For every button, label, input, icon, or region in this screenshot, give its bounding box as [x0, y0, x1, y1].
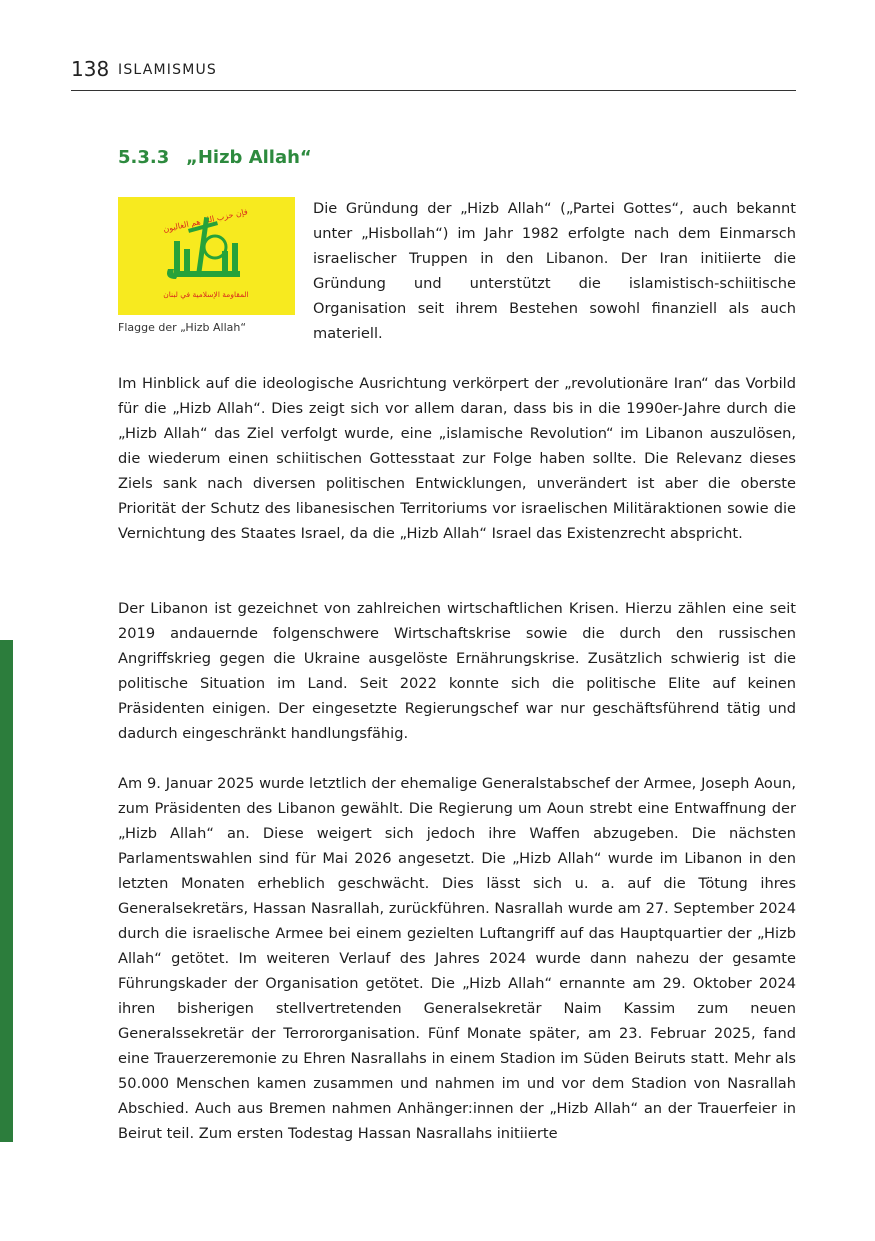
- section-title: „Hizb Allah“: [186, 147, 312, 168]
- hizb-allah-flag-image: [118, 197, 295, 315]
- paragraph-ideology: Im Hinblick auf die ideologische Ausrichtung verkörpert der „revolutionäre Iran“ das Vorbild für die „Hizb Allah“. Dies zeigt sich vor allem daran, dass bis in die 1990er-Jahre durch die „Hizb Allah“ das Ziel verfolgt wurde, eine „islamische Revolution“ im Libanon auszulösen, die wiederum einen schiitischen Gottesstaat zur Folge haben sollte. Die Relevanz dieses Ziels sank nach diversen politischen Entwicklungen, unverändert ist aber die oberste Priorität der Schutz des libanesischen Territoriums vor israelischen Militäraktionen sowie die Vernichtung des Staates Israel, da die „Hizb Allah“ Israel das Existenzrecht abspricht.: [118, 375, 796, 542]
- chapter-marker-bar: [0, 640, 13, 1142]
- paragraph-lebanon-crises: Der Libanon ist gezeichnet von zahlreichen wirtschaftlichen Krisen. Hierzu zählen eine seit 2019 andauernde folgenschwere Wirtschaftskrise sowie die durch den russischen Angriffskrieg gegen die Ukraine ausgelöste Ernährungskrise. Zusätzlich schwierig ist die politische Situation im Land. Seit 2022 konnte sich die politische Elite auf keinen Präsidenten einigen. Der eingesetzte Regierungschef war nur geschäftsführend tätig und dadurch eingeschränkt handlungsfähig.: [118, 600, 796, 742]
- flag-bottom-inscription: المقاومة الإسلامية في لبنان: [163, 290, 249, 299]
- running-title: ISLAMISMUS: [118, 62, 218, 78]
- section-number: 5.3.3: [118, 147, 170, 168]
- section-heading: [118, 146, 312, 170]
- flag-top-inscription: فإن حزب هم الغالبون: [162, 207, 249, 234]
- paragraph-recent-events: Am 9. Januar 2025 wurde letztlich der ehemalige Generalstabschef der Armee, Joseph Aoun, zum Präsidenten des Libanon gewählt. Die Regierung um Aoun strebt eine Entwaffnung der „Hizb Allah“ an. Diese weigert sich jedoch ihre Waffen abzugeben. Die nächsten Parlamentswahlen sind für Mai 2026 angesetzt. Die „Hizb Allah“ wurde im Libanon in den letzten Monaten erheblich geschwächt. Dies lässt sich u. a. auf die Tötung ihres Generalsekretärs, Hassan Nasrallah, zurückführen. Nasrallah wurde am 27. September 2024 durch die israelische Armee bei einem gezielten Luftangriff auf das Hauptquartier der „Hizb Allah“ getötet. Im weiteren Verlauf des Jahres 2024 wurde dann nahezu der gesamte Führungskader der Organisation getötet. Die „Hizb Allah“ ernannte am 29. Oktober 2024 ihren bisherigen stellvertretenden Generalsekretär Naim Kassim zum neuen Generalssekretär der Terrororganisation. Fünf Monate später, am 23. Februar 2025, fand eine Trauerzeremonie zu Ehren Nasrallahs in einem Stadion im Süden Beiruts statt. Mehr als 50.000 Menschen kamen zusammen und nahmen im und vor dem Stadion von Nasrallah Abschied. Auch aus Bremen nahmen Anhänger:innen der „Hizb Allah“ an der Trauerfeier in Beirut teil. Zum ersten Todestag Hassan Nasrallahs initiierte: [118, 775, 796, 1142]
- intro-paragraph: Die Gründung der „Hizb Allah“ („Partei Gottes“, auch bekannt unter „Hisbollah“) im Jahr 1982 erfolgte nach dem Einmarsch israelischer Truppen in den Libanon. Der Iran initiierte die Gründung und unterstützt die islamistisch-schiitische Organisation seit ihrem Bestehen sowohl finanziell als auch materiell.: [313, 200, 796, 342]
- page-header: [71, 56, 796, 91]
- figure-caption: Flagge der „Hizb Allah“: [118, 321, 247, 334]
- page-number: 138: [71, 57, 110, 81]
